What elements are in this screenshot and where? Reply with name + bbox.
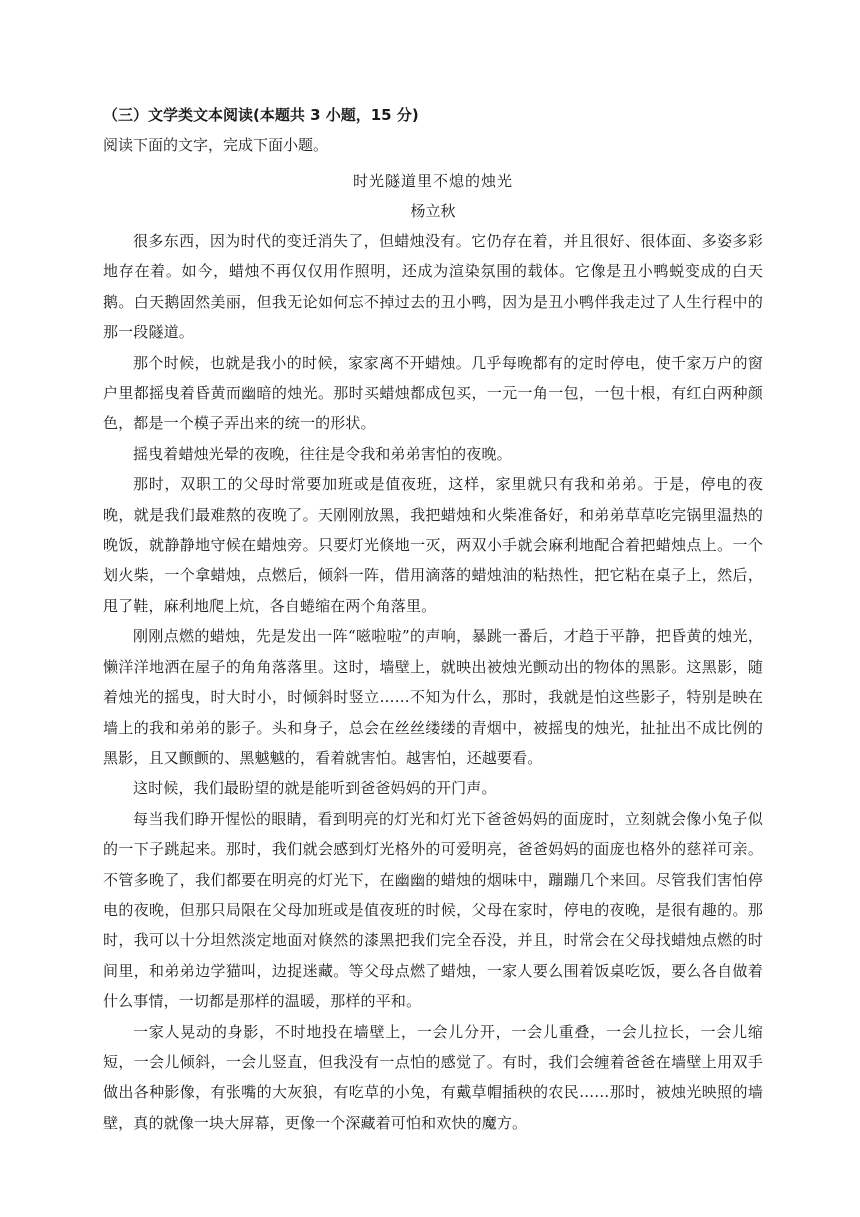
paragraph-2: 那个时候，也就是我小的时候，家家离不开蜡烛。几乎每晚都有的定时停电，使千家万户的窗户里都摇曳着昏黄而幽暗的烛光。那时买蜡烛都成包买，一元一角一包，一包十根，有红白两种颜色，都是一个模子弄出来的统一的形状。 — [103, 353, 763, 433]
paragraph-7: 每当我们睁开惺忪的眼睛，看到明亮的灯光和灯光下爸爸妈妈的面庞时，立刻就会像小兔子似的一下子跳起来。那时，我们就会感到灯光格外的可爱明亮，爸爸妈妈的面庞也格外的慈祥可亲。不管多晚了，我们都要在明亮的灯光下，在幽幽的蜡烛的烟味中，蹦蹦几个来回。尽管我们害怕停电的夜晚，但那只局限在父母加班或是值夜班的时候，父母在家时，停电的夜晚，是很有趣的。那时，我可以十分坦然淡定地面对倏然的漆黑把我们完全吞没，并且，时常会在父母找蜡烛点燃的时间里，和弟弟边学猫叫，边捉迷藏。等父母点燃了蜡烛，一家人要么围着饭桌吃饭，要么各自做着什么事情，一切都是那样的温暖，那样的平和。 — [103, 809, 763, 1011]
paragraph-8: 一家人晃动的身影，不时地投在墙壁上，一会儿分开，一会儿重叠，一会儿拉长，一会儿缩短，一会儿倾斜，一会儿竖直，但我没有一点怕的感觉了。有时，我们会缠着爸爸在墙壁上用双手做出各种影像，有张嘴的大灰狼，有吃草的小兔，有戴草帽插秧的农民……那时，被烛光映照的墙壁，真的就像一块大屏幕，更像一个深藏着可怕和欢快的魔方。 — [103, 1022, 763, 1132]
paragraph-3: 摇曳着蜡烛光晕的夜晚，往往是令我和弟弟害怕的夜晚。 — [133, 444, 512, 463]
paragraph-5: 刚刚点燃的蜡烛，先是发出一阵“嗞啦啦”的声响，暴跳一番后，才趋于平静，把昏黄的烛光，懒洋洋地洒在屋子的角角落落里。这时，墙壁上，就映出被烛光颤动出的物体的黑影。这黑影，随着烛光的摇曳，时大时小，时倾斜时竖立……不知为什么，那时，我就是怕这些影子，特别是映在墙上的我和弟弟的影子。头和身子，总会在丝丝缕缕的青烟中，被摇曳的烛光，扯扯出不成比例的黑影，且又颤颤的、黑魆魆的，看着就害怕。越害怕，还越要看。 — [103, 627, 763, 767]
document-page — [103, 100, 763, 1138]
section-heading: （三）文学类文本阅读(本题共 3 小题，15 分) — [103, 106, 419, 124]
paragraph-1: 很多东西，因为时代的变迁消失了，但蜡烛没有。它仍存在着，并且很好、很体面、多姿多彩地存在着。如今，蜡烛不再仅仅用作照明，还成为渲染氛围的载体。它像是丑小鸭蜕变成的白天鹅。白天鹅固然美丽，但我无论如何忘不掉过去的丑小鸭，因为是丑小鸭伴我走过了人生行程中的那一段隧道。 — [103, 232, 763, 342]
article-author: 杨立秋 — [410, 202, 456, 220]
paragraph-6: 这时候，我们最盼望的就是能听到爸爸妈妈的开门声。 — [133, 779, 497, 798]
article-title: 时光隧道里不熄的烛光 — [352, 172, 513, 190]
reading-instruction: 阅读下面的文字，完成下面小题。 — [103, 136, 329, 154]
article-body — [103, 226, 763, 1138]
paragraph-4: 那时，双职工的父母时常要加班或是值夜班，这样，家里就只有我和弟弟。于是，停电的夜晚，就是我们最难熬的夜晚了。天刚刚放黑，我把蜡烛和火柴准备好，和弟弟草草吃完锅里温热的晚饭，就静静地守候在蜡烛旁。只要灯光倏地一灭，两双小手就会麻利地配合着把蜡烛点上。一个划火柴，一个拿蜡烛，点燃后，倾斜一阵，借用滴落的蜡烛油的粘热性，把它粘在桌子上，然后，甩了鞋，麻利地爬上炕，各自蜷缩在两个角落里。 — [103, 475, 763, 615]
